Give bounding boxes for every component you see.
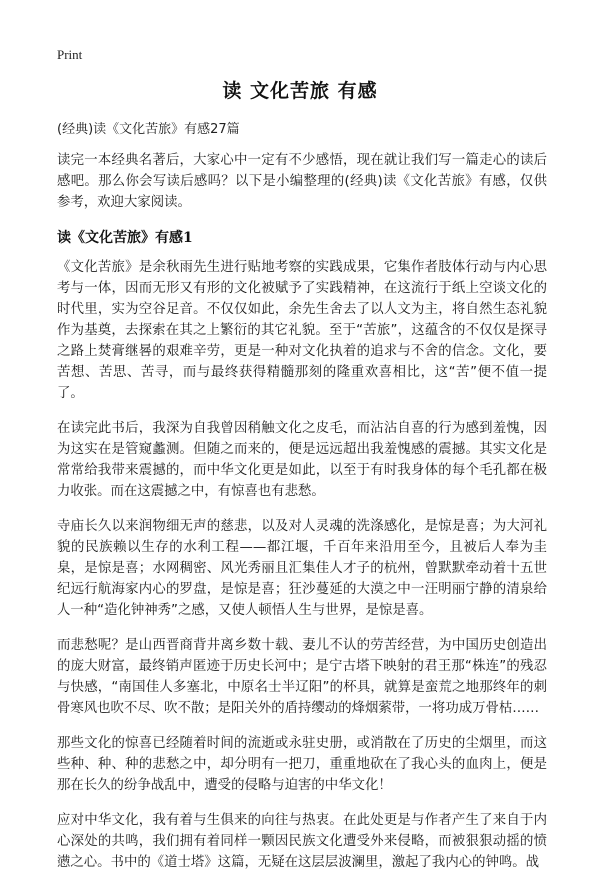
page-title: 读 文化苦旅 有感	[222, 80, 378, 102]
intro-paragraph: 读完一本经典名著后，大家心中一定有不少感悟，现在就让我们写一篇走心的读后感吧。那么你会写读后感吗？以下是小编整理的(经典)读《文化苦旅》有感，仅供参考，欢迎大家阅读。	[57, 153, 547, 210]
paragraph-6: 应对中华文化，我有着与生俱来的向往与热衷。在此处更是与作者产生了来自于内心深处的共鸣，我们拥有着同样一颗因民族文化遭受外来侵略，而被狠狠动摇的愤懑之心。书中的《道士塔》这篇，无疑在这层层波澜里，激起了我内心的钟鸣。战	[57, 813, 547, 870]
paragraph-3: 寺庙长久以来润物细无声的慈悲，以及对人灵魂的洗涤感化，是惊是喜；为大河礼貌的民族赖以生存的水利工程——都江堰，千百年来沿用至今，且被后人奉为圭臬，是惊是喜；水网稠密、风光秀丽且汇集佳人才子的杭州，曾默默牵动着十五世纪远行航海家内心的罗盘，是惊是喜；狂沙蔓延的大漠之中一汪明丽宁静的清泉给人一种“造化钟神秀”之感，又使人顿悟人生与世界，是惊是喜。	[57, 519, 547, 618]
print-label: Print	[57, 47, 83, 62]
article-body	[57, 120, 547, 887]
paragraph-2: 在读完此书后，我深为自我曾因稍触文化之皮毛，而沾沾自喜的行为感到羞愧，因为这实在是管窥蠡测。但随之而来的，便是远远超出我羞愧感的震撼。其实文化是常常给我带来震撼的，而中华文化更是如此，以至于有时我身体的每个毛孔都在极力收张。而在这震撼之中，有惊喜也有悲愁。	[57, 421, 547, 499]
paragraph-1: 《文化苦旅》是余秋雨先生进行贴地考察的实践成果，它集作者肢体行动与内心思考与一体，因而无形又有形的文化被赋予了实践精神，在这流行于纸上空谈文化的时代里，实为空谷足音。不仅仅如此，余先生舍去了以人文为主，将自然生态礼貌作为基奠，去探索在其之上繁衍的其它礼貌。至于“苦旅”，这蕴含的不仅仅是探寻之路上焚膏继晷的艰难辛劳，更是一种对文化执着的追求与不舍的信念。文化，要苦想、苦思、苦寻，而与最终获得精髓那刻的隆重欢喜相比，这“苦”便不值一提了。	[57, 260, 547, 401]
paragraph-4: 而悲愁呢？是山西晋商背井离乡数十载、妻儿不认的劳苦经营，为中国历史创造出的庞大财富，最终销声匿迹于历史长河中；是宁古塔下映射的君王那“株连”的残忍与快感，“南国佳人多塞北，中原名士半辽阳”的杯具，就算是蛮荒之地那终年的刺骨寒风也吹不尽、吹不散；是阳关外的盾持缨动的烽烟萦带，一将功成万骨枯……	[57, 638, 547, 716]
article-subtitle: (经典)读《文化苦旅》有感27篇	[57, 122, 240, 137]
section-heading: 读《文化苦旅》有感1	[57, 230, 193, 246]
paragraph-5: 那些文化的惊喜已经随着时间的流逝或永驻史册，或消散在了历史的尘烟里，而这些种、种、种的悲愁之中，却分明有一把刀，重重地砍在了我心头的血肉上，便是那在长久的纷争战乱中，遭受的侵略与迫害的中华文化！	[57, 736, 547, 793]
